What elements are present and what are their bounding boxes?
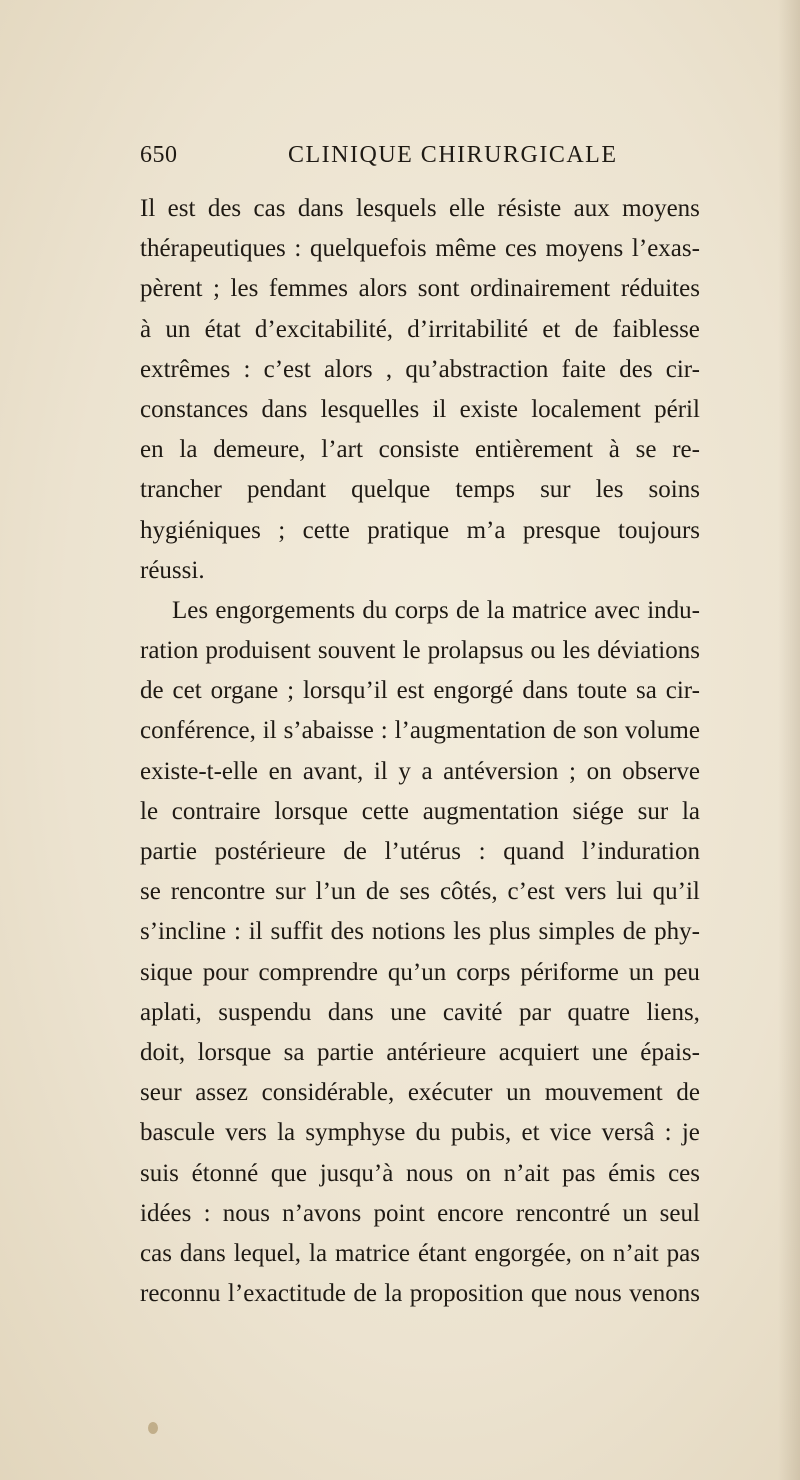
body-text bbox=[140, 189, 700, 1314]
paper-stain bbox=[148, 1422, 158, 1434]
running-head bbox=[140, 142, 670, 178]
text-line: ration produisent souvent le prolapsus ou les déviations bbox=[140, 637, 700, 665]
text-line: constances dans lesquelles il existe localement péril bbox=[140, 395, 700, 423]
text-line: s’incline : il suffit des notions les plus simples de phy- bbox=[140, 918, 700, 946]
text-line: aplati, suspendu dans une cavité par quatre liens, bbox=[140, 998, 700, 1026]
text-line: Il est des cas dans lesquels elle résiste aux moyens bbox=[140, 195, 700, 222]
page-edge-shadow bbox=[778, 0, 800, 1480]
text-line: extrêmes : c’est alors , qu’abstraction faite des cir- bbox=[140, 355, 700, 383]
text-line: doit, lorsque sa partie antérieure acquiert une épais- bbox=[140, 1038, 700, 1066]
text-line: en la demeure, l’art consiste entièrement à se re- bbox=[140, 436, 700, 464]
text-line: hygiéniques ; cette pratique m’a presque toujours bbox=[140, 516, 700, 544]
text-line: à un état d’excitabilité, d’irritabilité et de faiblesse bbox=[140, 315, 700, 343]
text-line: reconnu l’exactitude de la proposition que nous venons bbox=[140, 1280, 700, 1308]
text-line: trancher pendant quelque temps sur les soins bbox=[140, 476, 700, 504]
text-line: thérapeutiques : quelquefois même ces moyens l’exas- bbox=[140, 235, 700, 263]
page-number: 650 bbox=[140, 142, 178, 168]
text-line: se rencontre sur l’un de ses côtés, c’est vers lui qu’il bbox=[140, 878, 700, 906]
text-line: Les engorgements du corps de la matrice avec indu- bbox=[172, 596, 700, 624]
text-line: idées : nous n’avons point encore rencontré un seul bbox=[140, 1199, 700, 1227]
text-line: réussi. bbox=[140, 556, 205, 584]
text-line: suis étonné que jusqu’à nous on n’ait pas émis ces bbox=[140, 1159, 700, 1187]
text-line: seur assez considérable, exécuter un mouvement de bbox=[140, 1079, 700, 1107]
text-line: sique pour comprendre qu’un corps périforme un peu bbox=[140, 958, 700, 986]
text-line: le contraire lorsque cette augmentation siége sur la bbox=[140, 797, 700, 825]
text-line: existe-t-elle en avant, il y a antéversion ; on observe bbox=[140, 757, 700, 785]
text-line: cas dans lequel, la matrice étant engorgée, on n’ait pas bbox=[140, 1239, 700, 1267]
text-line: conférence, il s’abaisse : l’augmentation de son volume bbox=[140, 717, 700, 745]
text-line: bascule vers la symphyse du pubis, et vice versâ : je bbox=[140, 1119, 700, 1147]
text-line: pèrent ; les femmes alors sont ordinairement réduites bbox=[140, 275, 700, 303]
text-line: de cet organe ; lorsqu’il est engorgé dans toute sa cir- bbox=[140, 677, 700, 705]
text-line: partie postérieure de l’utérus : quand l’induration bbox=[140, 838, 700, 865]
running-head-title: CLINIQUE CHIRURGICALE bbox=[288, 142, 618, 168]
